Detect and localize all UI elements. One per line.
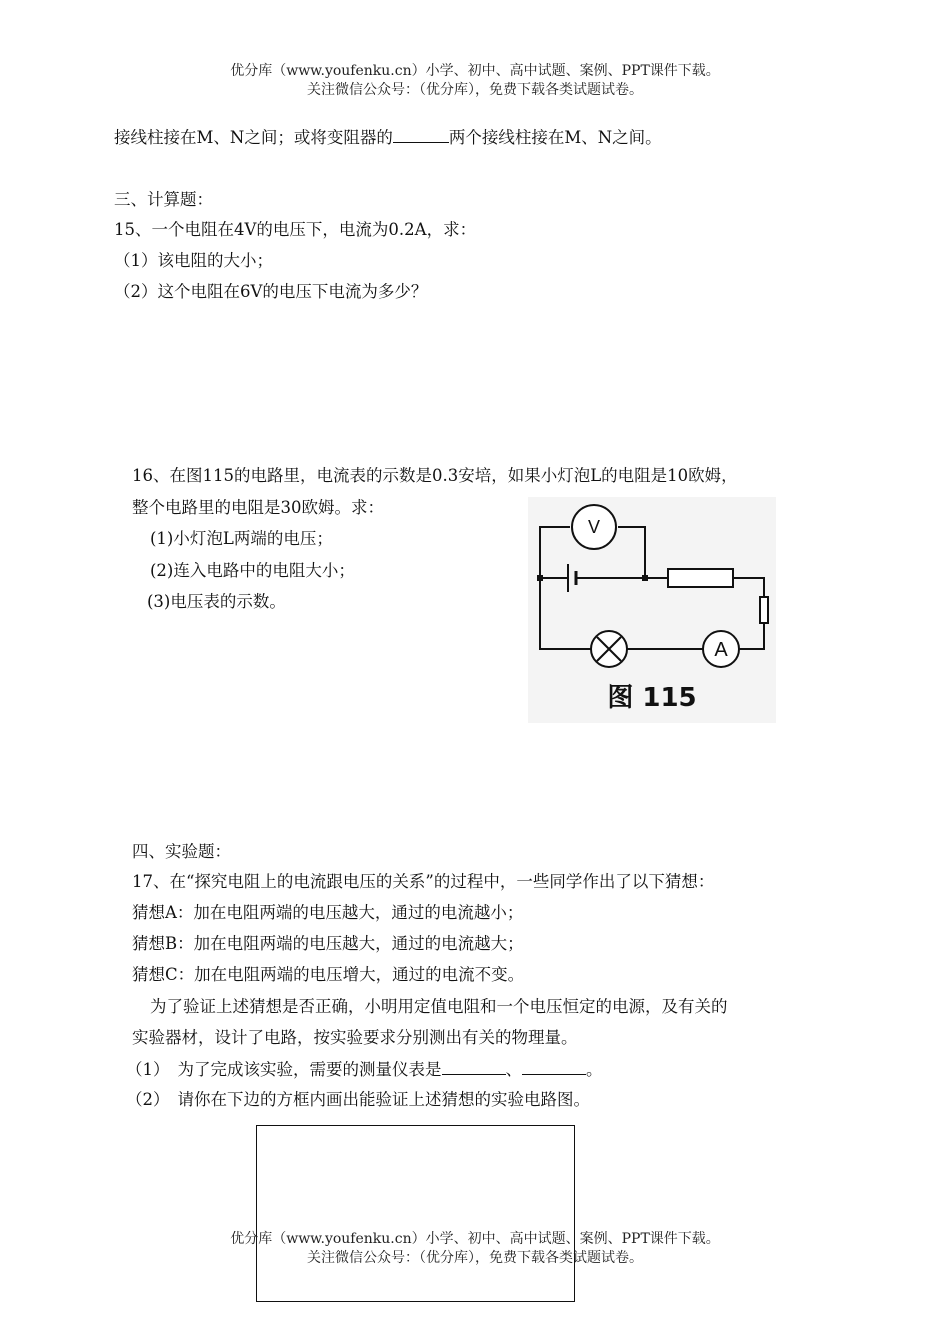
- q17-part-2-number: （2）: [126, 1090, 170, 1109]
- header-line-2: 关注微信公众号：（优分库），免费下载各类试题试卷。: [307, 82, 643, 98]
- q15-stem: 15、一个电阻在4V的电压下，电流为0.2A，求：: [114, 220, 477, 239]
- q16-stem-1: 16、在图115的电路里，电流表的示数是0.3安培，如果小灯泡L的电阻是10欧姆，: [132, 466, 738, 485]
- page-header: [0, 62, 950, 100]
- q17-part-2-text: 请你在下边的方框内画出能验证上述猜想的实验电路图。: [177, 1090, 590, 1109]
- junction-left: [537, 575, 543, 581]
- wire-right-top: [733, 578, 764, 597]
- wire-voltmeter-right: [618, 527, 645, 578]
- continuation-line: [114, 126, 662, 149]
- q17-part-1-separator: 、: [505, 1060, 522, 1079]
- voltmeter-label: V: [587, 517, 601, 537]
- q16-stem-2: 整个电路里的电阻是30欧姆。求：: [132, 498, 384, 517]
- q16-part-2: (2)连入电路中的电阻大小；: [150, 561, 355, 580]
- q17-stem: 17、在“探究电阻上的电流跟电压的关系”的过程中，一些同学作出了以下猜想：: [132, 872, 715, 891]
- wire-right-bottom: [739, 623, 764, 649]
- wire-voltmeter-left: [540, 527, 570, 578]
- circuit-figure-115: [528, 497, 776, 723]
- wire-left-bottom: [540, 578, 591, 649]
- junction-right: [642, 575, 648, 581]
- answer-blank-meter-2[interactable]: [522, 1058, 586, 1075]
- figure-caption: 图 115: [607, 683, 697, 713]
- answer-blank: [393, 126, 449, 143]
- page-footer: [0, 1230, 950, 1268]
- continuation-text-a: 接线柱接在M、N之间；或将变阻器的: [114, 128, 393, 147]
- q17-para-2: 实验器材，设计了电路，按实验要求分别测出有关的物理量。: [132, 1028, 578, 1047]
- q17-part-1-text: 为了完成该实验，需要的测量仪表是: [177, 1060, 442, 1079]
- q17-guess-b: 猜想B：加在电阻两端的电压越大，通过的电流越大；: [132, 934, 524, 953]
- section-3-title: 三、计算题：: [114, 190, 213, 209]
- ammeter-label: A: [714, 639, 728, 661]
- switch-terminals: [760, 597, 768, 623]
- q16-part-1: (1)小灯泡L两端的电压；: [150, 529, 333, 548]
- answer-blank-meter-1[interactable]: [442, 1058, 506, 1075]
- q17-part-2: [126, 1089, 590, 1111]
- q17-part-1-end: 。: [586, 1060, 603, 1079]
- continuation-text-b: 两个接线柱接在M、N之间。: [448, 128, 662, 147]
- q15-part-2: （2）这个电阻在6V的电压下电流为多少？: [114, 282, 428, 301]
- q17-guess-c: 猜想C：加在电阻两端的电压增大，通过的电流不变。: [132, 965, 525, 984]
- resistor: [668, 569, 733, 587]
- footer-line-2: 关注微信公众号：（优分库），免费下载各类试题试卷。: [307, 1250, 643, 1266]
- footer-line-1: 优分库（www.youfenku.cn）小学、初中、高中试题、案例、PPT课件下载。: [230, 1231, 720, 1247]
- header-line-1: 优分库（www.youfenku.cn）小学、初中、高中试题、案例、PPT课件下载。: [230, 63, 720, 79]
- circuit-diagram: [528, 497, 776, 723]
- circuit-drawing-box[interactable]: [256, 1125, 575, 1302]
- q15-part-1: （1）该电阻的大小；: [114, 251, 273, 270]
- q17-part-1-number: （1）: [126, 1060, 170, 1079]
- q17-guess-a: 猜想A：加在电阻两端的电压越大，通过的电流越小；: [132, 903, 524, 922]
- q16-part-3: (3)电压表的示数。: [147, 592, 286, 611]
- q17-para-1: 为了验证上述猜想是否正确，小明用定值电阻和一个电压恒定的电源，及有关的: [150, 997, 728, 1016]
- section-4-title: 四、实验题：: [132, 842, 231, 861]
- q17-part-1: [126, 1058, 603, 1081]
